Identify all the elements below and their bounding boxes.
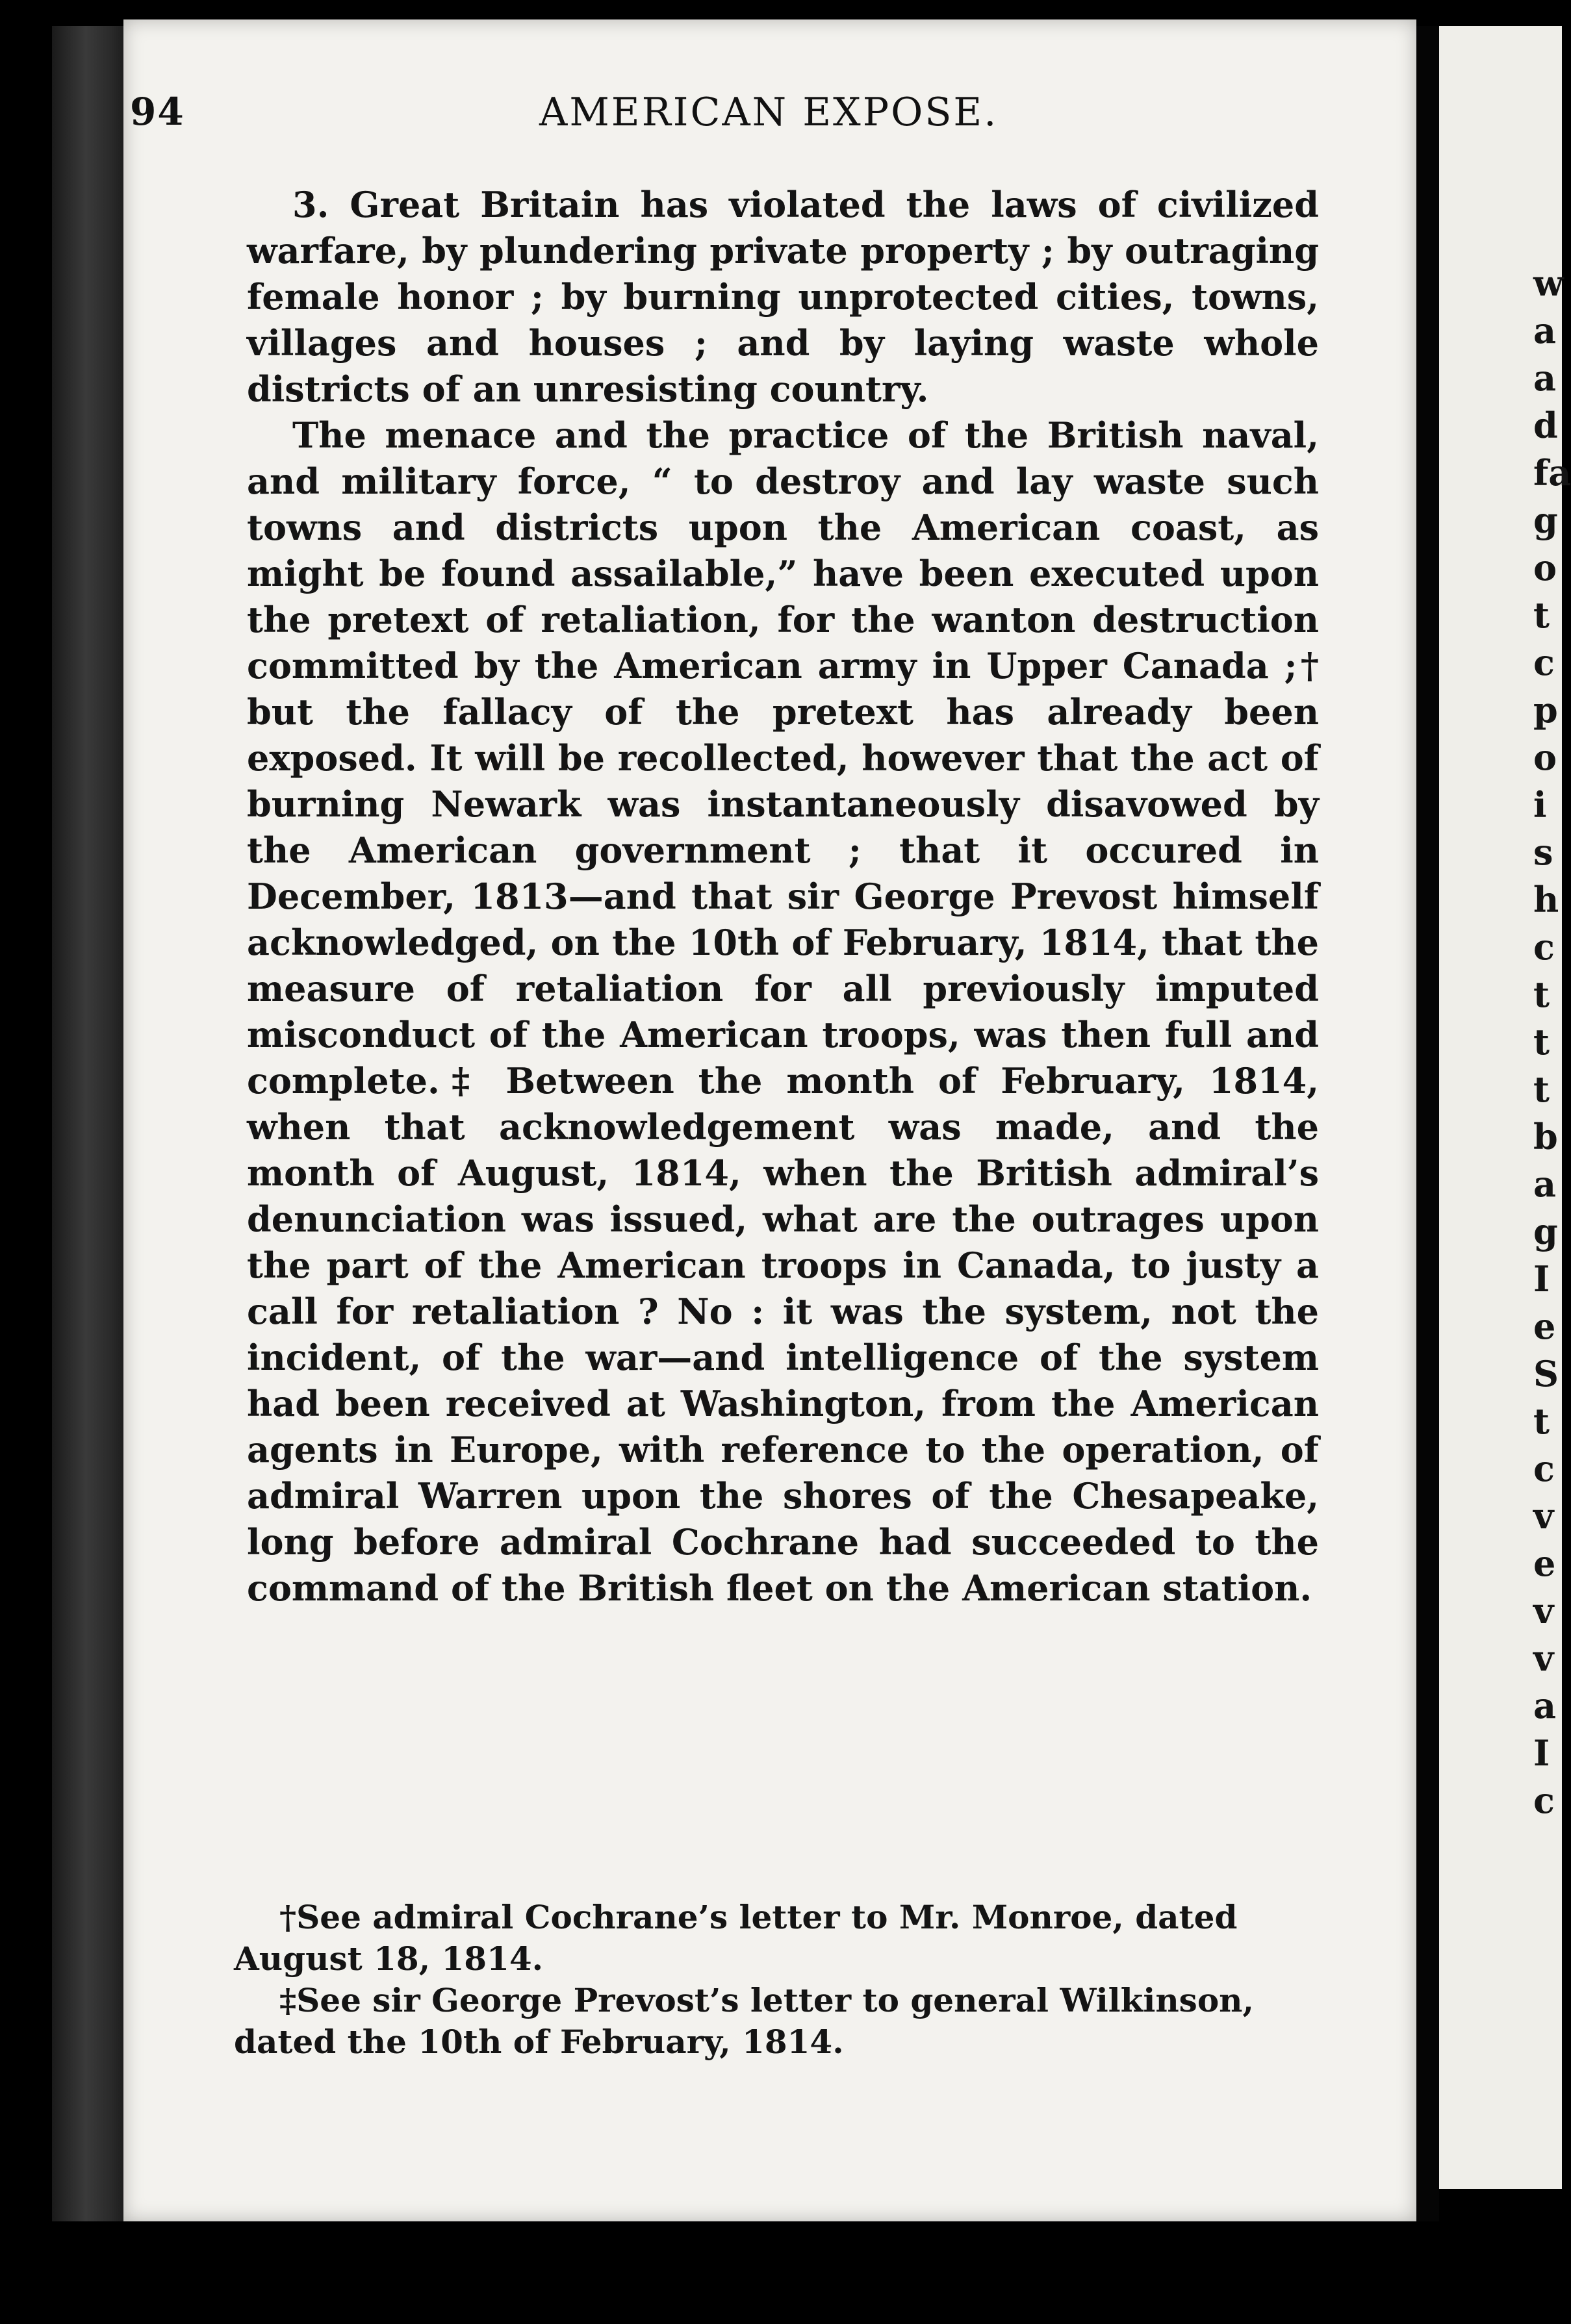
paragraph: The menace and the practice of the British naval, and military force, “ to destroy and lay waste such towns and districts upon the American coast, as might be found assailable,” have been executed upon the pretext of retaliation, for the wanton destruction committed by the American army in Upper Canada ;† but the fallacy of the pretext has already been exposed. It will be recollected, however that the act of burning Newark was instantaneously disavowed by the American government ; that it occured in December, 1813—and that sir George Prevost himself acknowledged, on the 10th of February, 1814, that the measure of retaliation for all previously imputed misconduct of the American troops, was then full and complete.‡ Between the month of February, 1814, when that acknowledgement was made, and the month of August, 1814, when the British admiral’s denunciation was issued, what are the outrages upon the part of the American troops in Canada, to justy a call for retaliation ? No : it was the system, not the incident, of the war—and intelligence of the system had been received at Washington, from the American agents in Europe, with reference to the operation, of admiral Warren upon the shores of the Chesapeake, long before admiral Cochrane had succeeded to the command of the British fleet on the American station. [247,414,1319,1609]
footnote-dagger: †See admiral Cochrane’s letter to Mr. Monroe, dated August 18, 1814. [234,1898,1238,1978]
facing-page-fragment: g [1533,499,1558,541]
page-number: 94 [130,90,185,134]
footnotes [234,1897,1306,2063]
facing-page-fragment: I [1533,1732,1550,1774]
facing-page-fragment: a [1533,310,1556,351]
facing-page-fragment: t [1533,1068,1550,1110]
facing-page-fragment: I [1533,1258,1550,1300]
facing-page-fragment: o [1533,547,1557,588]
facing-page-fragment: c [1533,1780,1555,1821]
body-text [247,182,1319,1611]
facing-page-fragment: c [1533,926,1555,968]
footnote-double-dagger: ‡See sir George Prevost’s letter to general Wilkinson, dated the 10th of February, 1814. [234,1981,1254,2061]
facing-page-fragment: v [1533,1495,1554,1537]
facing-page-fragment: e [1533,1543,1556,1584]
facing-page-fragment: t [1533,594,1550,636]
facing-page-fragment: fa [1533,452,1571,494]
facing-page-fragment: t [1533,1400,1550,1442]
facing-page-fragment: t [1533,974,1550,1015]
facing-page-fragment: d [1533,405,1558,446]
facing-page-fragment: c [1533,642,1555,683]
facing-page-fragment: a [1533,357,1556,399]
facing-page-fragment: a [1533,1163,1556,1205]
facing-page-fragment: s [1533,831,1553,873]
facing-page-fragment: h [1533,879,1559,920]
facing-page-fragment: e [1533,1306,1556,1347]
facing-page-fragment: g [1533,1211,1558,1252]
facing-page-fragment: a [1533,1685,1556,1726]
paragraph: 3. Great Britain has violated the laws of civilized warfare, by plundering private property ; by outraging female honor ; by burning unprotected cities, towns, villages and houses ; and by laying waste whole districts of an unresisting country. [247,184,1319,410]
facing-page-fragment: v [1533,1590,1554,1632]
facing-page-fragment: c [1533,1448,1555,1489]
facing-page-text-fragments [1533,260,1571,1825]
page-divider [1416,26,1439,2221]
facing-page-fragment: w [1533,262,1564,304]
facing-page-fragment: b [1533,1116,1558,1157]
facing-page-fragment: i [1533,784,1547,826]
running-title: AMERICAN EXPOSE. [539,90,999,135]
facing-page-fragment: v [1533,1637,1554,1679]
facing-page-fragment: S [1533,1353,1559,1395]
facing-page-fragment: p [1533,689,1558,731]
facing-page-fragment: o [1533,737,1557,778]
facing-page-fragment: t [1533,1021,1550,1063]
